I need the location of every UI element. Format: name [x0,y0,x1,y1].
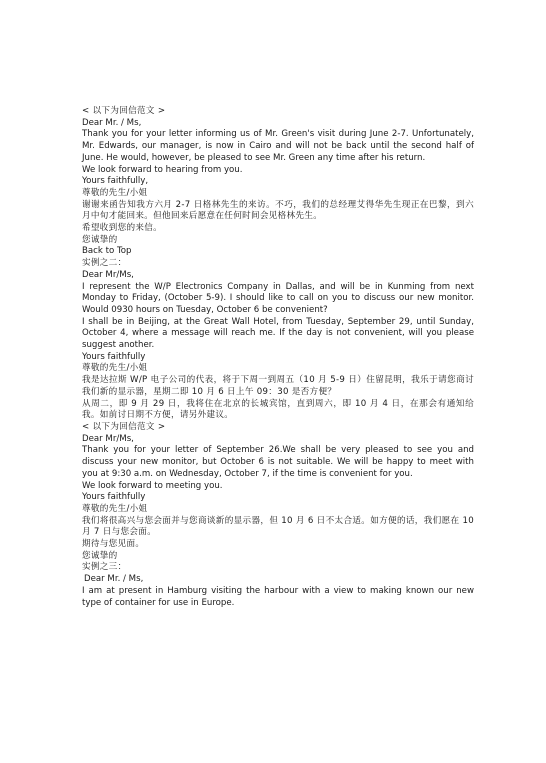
paragraph: Thank you for your letter of September 26.We shall be very pleased to see you and discuss your new monitor, but October 6 is not suitable. We will be happy to meet with you at 9:30 a.m. on Wednesday, October 7, if the time is convenient for you. [82,445,474,479]
back-to-top-link[interactable]: Back to Top [82,246,132,257]
paragraph-zh: 我是达拉斯 W/P 电子公司的代表，将于下周一到周五（10 月 5-9 日）住留昆明，我乐于请您商讨我们新的显示器，星期二即 10 月 6 日上午 09：30 是否方便？ [82,375,474,397]
paragraph-zh: 从周二，即 9 月 29 日，我将住在北京的长城宾馆，直到周六，即 10 月 4 日，在那会有通知给我。如前讨日期不方便，请另外建议。 [82,398,474,421]
paragraph-zh: 我们将很高兴与您会面并与您商谈新的显示器，但 10 月 6 日不太合适。如方便的话，我们愿在 10 月 7 日与您会面。 [82,515,474,538]
closing-line-zh: 期待与您见面。 [82,539,145,550]
salutation: Dear Mr/Ms, [82,433,134,444]
sign-off: Yours faithfully, [82,176,149,187]
salutation: Dear Mr. / Ms, [82,117,142,128]
salutation-zh: 尊敬的先生/小姐 [82,503,148,514]
closing-line: We look forward to meeting you. [82,480,223,491]
example-heading: 实例之二： [82,258,127,269]
example-heading: 实例之三： [82,562,127,573]
salutation: Dear Mr. / Ms, [84,574,144,585]
salutation: Dear Mr/Ms, [82,269,134,280]
sign-off-zh: 您诚挚的 [82,234,118,245]
reply-sample-heading: < 以下为回信范文 > [82,106,166,116]
closing-line: We look forward to hearing from you. [82,164,243,175]
salutation-zh: 尊敬的先生/小姐 [82,187,148,198]
reply-sample-heading: < 以下为回信范文 > [82,421,166,432]
salutation-zh: 尊敬的先生/小姐 [82,363,148,374]
paragraph: I am at present in Hamburg visiting the harbour with a view to making known our new type of container for use in Europe. [82,585,474,608]
paragraph: I represent the W/P Electronics Company in Dallas, and will be in Kunming from next Monday to Friday, (October 5-9). I should like to call on you to discuss our new monitor. Would 0930 hours on Tuesday, October 6 be convenient? [82,281,474,315]
letter-content [82,106,474,609]
sign-off: Yours faithfully [82,351,146,362]
paragraph: I shall be in Beijing, at the Great Wall Hotel, from Tuesday, September 29, until Sunday, October 4, where a message will reach me. If the day is not convenient, will you please suggest another. [82,316,474,351]
paragraph-zh: 谢谢来函告知我方六月 2-7 日格林先生的来访。不巧，我们的总经理艾得华先生现正在巴黎，到六月中旬才能回来。但他回来后愿意在任何时间会见格林先生。 [82,199,474,222]
sign-off: Yours faithfully [82,492,146,503]
paragraph: Thank you for your letter informing us of Mr. Green's visit during June 2-7. Unfortunately, Mr. Edwards, our manager, is now in Cairo and will not be back until the second half of June. He would, however, be pleased to see Mr. Green any time after his return. [82,129,474,163]
closing-line-zh: 希望收到您的来信。 [82,223,163,234]
sign-off-zh: 您诚挚的 [82,550,118,561]
